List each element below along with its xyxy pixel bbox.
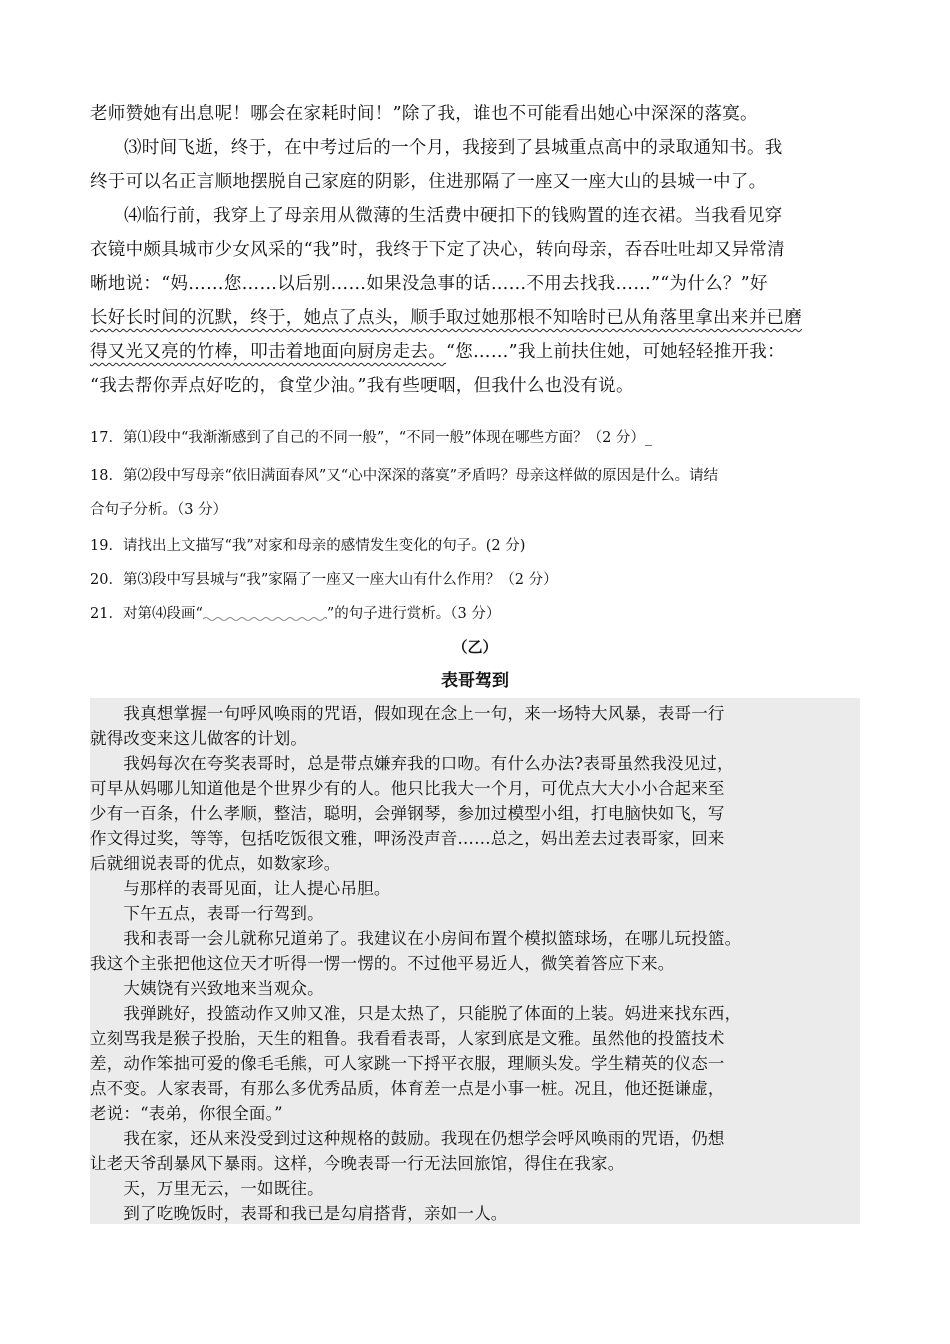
story-line: 天，万里无云，一如既往。 <box>90 1179 324 1198</box>
story-line: 我弹跳好，投篮动作又帅又准，只是太热了，只能脱了体面的上装。妈进来找东西， <box>90 1004 742 1023</box>
story-line: 少有一百条，什么孝顺，整洁，聪明，会弹钢琴，参加过模型小组，打电脑快如飞，写 <box>90 804 725 823</box>
story-text <box>90 701 860 1226</box>
text-line: ⑷临行前，我穿上了母亲用从微薄的生活费中硬扣下的钱购置的连衣裙。当我看见穿 <box>124 206 783 226</box>
story-line: 与那样的表哥见面，让人提心吊胆。 <box>90 879 391 898</box>
passage-para3 <box>90 131 860 199</box>
text-line: 老师赞她有出息呢！哪会在家耗时间！”除了我，谁也不可能看出她心中深深的落寞。 <box>90 104 758 124</box>
section-label: （乙） <box>452 638 498 656</box>
underlined-sentence: 得又光又亮的竹棒，叩击着地面向厨房走去。 <box>90 342 446 362</box>
text-line: 终于可以名正言顺地摆脱自己家庭的阴影，住进那隔了一座又一座大山的县城一中了。 <box>90 172 767 192</box>
story-line: 作文得过奖，等等，包括吃饭很文雅，呷汤没声音……总之，妈出差去过表哥家，回来 <box>90 829 725 848</box>
text-line: “我去帮你弄点好吃的，食堂少油。”我有些哽咽，但我什么也没有说。 <box>90 376 634 396</box>
story-line: 我和表哥一会儿就称兄道弟了。我建议在小房间布置个模拟篮球场，在哪儿玩投篮。 <box>90 929 742 948</box>
question-21-text: 21．对第⑷段画“ <box>90 606 203 622</box>
story-line: 我真想掌握一句呼风唤雨的咒语，假如现在念上一句，来一场特大风暴，表哥一行 <box>90 704 725 723</box>
underlined-sentence: 长好长时间的沉默，终于，她点了点头，顺手取过她那根不知啥时已从角落里拿出来并已磨 <box>90 308 802 328</box>
story-line: 大姨饶有兴致地来当观众。 <box>90 979 324 998</box>
story-line: 到了吃晚饭时，表哥和我已是勾肩搭背，亲如一人。 <box>90 1204 508 1223</box>
text-line: 衣镜中颇具城市少女风采的“我”时，我终于下定了决心，转向母亲，吞吞吐吐却又异常清 <box>90 240 785 260</box>
story-title: 表哥驾到 <box>441 671 509 691</box>
question-21-text-end: ”的句子进行赏析。（3 分） <box>326 606 501 622</box>
question-21 <box>90 598 870 630</box>
story-line: 立刻骂我是猴子投胎，天生的粗鲁。我看看表哥，人家到底是文雅。虽然他的投篮技术 <box>90 1029 725 1048</box>
passage-para2-tail <box>90 97 860 131</box>
story-line: 就得改变来这儿做客的计划。 <box>90 729 308 748</box>
text-line: ⑶时间飞逝，终于，在中考过后的一个月，我接到了县城重点高中的录取通知书。我 <box>124 138 783 158</box>
question-18: 18．第⑵段中写母亲“依旧满面春风”又“心中深深的落寞”矛盾吗？母亲这样做的原因是什么。请结 <box>90 468 719 484</box>
wavy-blank <box>203 605 327 623</box>
story-line: 点不变。人家表哥，有那么多优秀品质，体育差一点是小事一桩。况且，他还挺谦虚， <box>90 1079 725 1098</box>
story-line: 差，动作笨拙可爱的像毛毛熊，可人家跳一下捋平衣服，理顺头发。学生精英的仪态一 <box>90 1054 725 1073</box>
wavy-line-icon <box>203 605 327 623</box>
text-line <box>90 335 860 369</box>
story-line: 我这个主张把他这位天才听得一愣一愣的。不过他平易近人，微笑着答应下来。 <box>90 954 675 973</box>
text-fragment: “您……”我上前扶住她，可她轻轻推开我： <box>446 342 785 362</box>
story-line: 老说：“表弟，你很全面。” <box>90 1104 283 1123</box>
story-line: 让老天爷刮暴风下暴雨。这样，今晚表哥一行无法回旅馆，得住在我家。 <box>90 1154 625 1173</box>
question-18-cont: 合句子分析。（3 分） <box>90 502 228 518</box>
question-17: 17．第⑴段中“我渐渐感到了自己的不同一般”，“不同一般”体现在哪些方面？（2 分）_ <box>90 430 653 446</box>
story-line: 下午五点，表哥一行驾到。 <box>90 904 324 923</box>
story-line: 后就细说表哥的优点，如数家珍。 <box>90 854 341 873</box>
story-line: 我妈每次在夸奖表哥时，总是带点嫌弃我的口吻。有什么办法?表哥虽然我没见过， <box>90 754 734 773</box>
text-line: 晰地说：“妈……您……以后别……如果没急事的话……不用去找我……”“为什么？”好 <box>90 274 768 294</box>
question-20: 20．第⑶段中写县城与“我”家隔了一座又一座大山有什么作用？（2 分） <box>90 572 558 588</box>
passage-para4 <box>90 199 860 403</box>
question-19: 19．请找出上文描写“我”对家和母亲的感情发生变化的句子。(2 分) <box>90 538 526 554</box>
story-line: 我在家，还从来没受到过这种规格的鼓励。我现在仍想学会呼风唤雨的咒语，仍想 <box>90 1129 725 1148</box>
story-line: 可早从妈哪儿知道他是个世界少有的人。他只比我大一个月，可优点大大小小合起来至 <box>90 779 725 798</box>
